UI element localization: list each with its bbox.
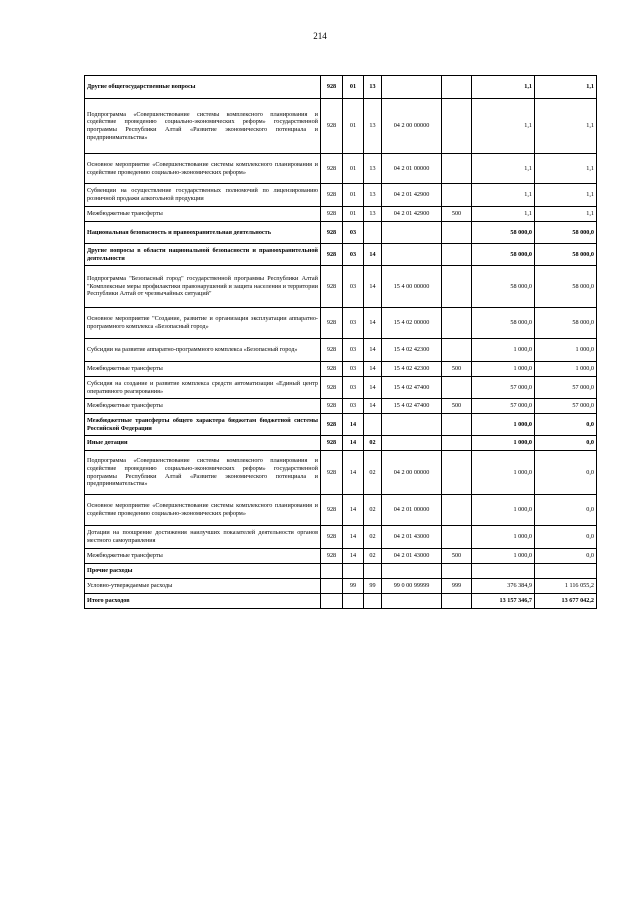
amount-year-1: 58 000,0 (472, 308, 535, 339)
row-name: Другие общегосударственные вопросы (85, 76, 321, 99)
section-code: 03 (343, 339, 364, 362)
target-article-code: 04 2 00 00000 (382, 99, 442, 154)
subsection-code: 14 (364, 399, 382, 414)
grbs-code: 928 (321, 399, 343, 414)
target-article-code (382, 436, 442, 451)
table-row (85, 99, 597, 154)
amount-year-1: 1,1 (472, 99, 535, 154)
target-article-code: 15 4 02 42300 (382, 362, 442, 377)
section-code: 03 (343, 222, 364, 244)
target-article-code: 15 4 02 47400 (382, 377, 442, 399)
amount-year-1 (472, 564, 535, 579)
amount-year-1: 1,1 (472, 207, 535, 222)
amount-year-2: 58 000,0 (535, 222, 597, 244)
section-code: 03 (343, 308, 364, 339)
table-row (85, 207, 597, 222)
grbs-code: 928 (321, 244, 343, 266)
target-article-code: 04 2 00 00000 (382, 451, 442, 495)
row-name: Основное мероприятие «Совершенствование системы комплексного планирования и содействие проведению социально-экономических реформ» (85, 495, 321, 526)
table-row (85, 377, 597, 399)
amount-year-1: 1 000,0 (472, 362, 535, 377)
amount-year-1: 1,1 (472, 154, 535, 184)
target-article-code (382, 76, 442, 99)
table-row (85, 244, 597, 266)
amount-year-2: 1 116 055,2 (535, 579, 597, 594)
table-row (85, 339, 597, 362)
amount-year-1: 376 384,9 (472, 579, 535, 594)
amount-year-2: 1 000,0 (535, 339, 597, 362)
grbs-code (321, 594, 343, 609)
expenditure-table (84, 75, 597, 609)
page-number: 214 (313, 31, 327, 41)
target-article-code: 04 2 01 43000 (382, 549, 442, 564)
subsection-code (364, 414, 382, 436)
expense-type-code: 500 (442, 207, 472, 222)
expense-type-code (442, 266, 472, 308)
row-name: Субсидия на создание и развитие комплекса средств автоматизации «Единый центр оперативного реагирования» (85, 377, 321, 399)
row-name: Межбюджетные трансферты (85, 362, 321, 377)
table-row (85, 184, 597, 207)
table-row (85, 579, 597, 594)
table-row (85, 76, 597, 99)
section-code: 14 (343, 526, 364, 549)
table-row (85, 308, 597, 339)
table-row (85, 399, 597, 414)
section-code: 01 (343, 154, 364, 184)
grbs-code: 928 (321, 184, 343, 207)
table-row (85, 362, 597, 377)
table-row (85, 222, 597, 244)
target-article-code: 04 2 01 43000 (382, 526, 442, 549)
amount-year-2: 1,1 (535, 184, 597, 207)
amount-year-2: 57 000,0 (535, 377, 597, 399)
amount-year-1: 1,1 (472, 76, 535, 99)
section-code: 01 (343, 207, 364, 222)
subsection-code: 02 (364, 549, 382, 564)
subsection-code: 13 (364, 207, 382, 222)
amount-year-2: 58 000,0 (535, 244, 597, 266)
amount-year-2: 0,0 (535, 451, 597, 495)
row-name: Подпрограмма «Совершенствование системы комплексного планирования и содействие проведению социально-экономических реформ» государственной программы Республики Алтай «Развитие экономического потенциала и предпринимательства» (85, 451, 321, 495)
grbs-code: 928 (321, 266, 343, 308)
row-name: Подпрограмма "Безопасный город" государственной программы Республики Алтай "Комплексные меры профилактики правонарушений и защита населения и территории Республики Алтай от чрезвычайных ситуаций" (85, 266, 321, 308)
section-code: 14 (343, 549, 364, 564)
row-name: Прочие расходы (85, 564, 321, 579)
amount-year-1: 58 000,0 (472, 244, 535, 266)
amount-year-1: 1,1 (472, 184, 535, 207)
grbs-code: 928 (321, 222, 343, 244)
expense-type-code (442, 222, 472, 244)
target-article-code: 04 2 01 42900 (382, 184, 442, 207)
subsection-code: 02 (364, 495, 382, 526)
amount-year-1: 1 000,0 (472, 339, 535, 362)
amount-year-2: 0,0 (535, 526, 597, 549)
target-article-code (382, 244, 442, 266)
target-article-code (382, 414, 442, 436)
target-article-code: 04 2 01 00000 (382, 154, 442, 184)
grbs-code: 928 (321, 308, 343, 339)
section-code: 01 (343, 184, 364, 207)
row-name: Условно-утверждаемые расходы (85, 579, 321, 594)
table-row (85, 266, 597, 308)
row-name: Межбюджетные трансферты общего характера бюджетам бюджетной системы Российской Федерации (85, 414, 321, 436)
section-code: 03 (343, 244, 364, 266)
row-name: Межбюджетные трансферты (85, 549, 321, 564)
table-row (85, 451, 597, 495)
expense-type-code: 500 (442, 399, 472, 414)
row-name: Субсидии на развитие аппаратно-программного комплекса «Безопасный город» (85, 339, 321, 362)
table-row (85, 154, 597, 184)
amount-year-1: 1 000,0 (472, 526, 535, 549)
section-code: 03 (343, 377, 364, 399)
subsection-code: 14 (364, 266, 382, 308)
table-row (85, 526, 597, 549)
subsection-code: 13 (364, 99, 382, 154)
expense-type-code (442, 154, 472, 184)
row-name: Другие вопросы в области национальной безопасности и правоохранительной деятельности (85, 244, 321, 266)
expense-type-code (442, 451, 472, 495)
section-code: 03 (343, 399, 364, 414)
section-code (343, 564, 364, 579)
amount-year-2: 58 000,0 (535, 266, 597, 308)
section-code: 01 (343, 99, 364, 154)
subsection-code: 14 (364, 244, 382, 266)
table-row (85, 549, 597, 564)
amount-year-2: 0,0 (535, 549, 597, 564)
target-article-code: 04 2 01 00000 (382, 495, 442, 526)
target-article-code: 04 2 01 42900 (382, 207, 442, 222)
section-code: 14 (343, 436, 364, 451)
target-article-code: 15 4 02 42300 (382, 339, 442, 362)
grbs-code: 928 (321, 549, 343, 564)
amount-year-1: 1 000,0 (472, 436, 535, 451)
target-article-code: 15 4 00 00000 (382, 266, 442, 308)
amount-year-2: 57 000,0 (535, 399, 597, 414)
table-row (85, 436, 597, 451)
subsection-code: 13 (364, 76, 382, 99)
grbs-code: 928 (321, 495, 343, 526)
expense-type-code: 500 (442, 362, 472, 377)
row-name: Итого расходов (85, 594, 321, 609)
amount-year-2: 1,1 (535, 154, 597, 184)
amount-year-1: 58 000,0 (472, 266, 535, 308)
grbs-code: 928 (321, 414, 343, 436)
subsection-code (364, 564, 382, 579)
expense-type-code (442, 414, 472, 436)
subsection-code: 02 (364, 451, 382, 495)
row-name: Субвенции на осуществление государственных полномочий по лицензированию розничной продажи алкогольной продукции (85, 184, 321, 207)
expense-type-code (442, 564, 472, 579)
expense-type-code (442, 526, 472, 549)
amount-year-2: 58 000,0 (535, 308, 597, 339)
expense-type-code: 500 (442, 549, 472, 564)
amount-year-1: 1 000,0 (472, 549, 535, 564)
grbs-code: 928 (321, 207, 343, 222)
amount-year-2: 13 677 042,2 (535, 594, 597, 609)
section-code (343, 594, 364, 609)
section-code: 99 (343, 579, 364, 594)
subsection-code: 14 (364, 377, 382, 399)
expense-type-code (442, 594, 472, 609)
amount-year-2: 1,1 (535, 76, 597, 99)
row-name: Подпрограмма «Совершенствование системы комплексного планирования и содействие проведению социально-экономических реформ» государственной программы Республики Алтай «Развитие экономического потенциала и предпринимательства» (85, 99, 321, 154)
grbs-code: 928 (321, 154, 343, 184)
row-name: Межбюджетные трансферты (85, 399, 321, 414)
table-row (85, 564, 597, 579)
amount-year-1: 1 000,0 (472, 495, 535, 526)
subsection-code: 13 (364, 184, 382, 207)
subsection-code: 14 (364, 308, 382, 339)
row-name: Основное мероприятие "Создание, развитие и организация эксплуатации аппаратно-программного комплекса «Безопасный город» (85, 308, 321, 339)
section-code: 14 (343, 451, 364, 495)
amount-year-2 (535, 564, 597, 579)
expense-type-code (442, 436, 472, 451)
subsection-code: 14 (364, 362, 382, 377)
grbs-code: 928 (321, 526, 343, 549)
amount-year-2: 1,1 (535, 99, 597, 154)
expense-type-code (442, 495, 472, 526)
subsection-code: 02 (364, 436, 382, 451)
amount-year-2: 1 000,0 (535, 362, 597, 377)
section-code: 14 (343, 414, 364, 436)
expense-type-code (442, 76, 472, 99)
subsection-code: 99 (364, 579, 382, 594)
row-name: Национальная безопасность и правоохранительная деятельность (85, 222, 321, 244)
target-article-code (382, 564, 442, 579)
expense-type-code: 999 (442, 579, 472, 594)
row-name: Межбюджетные трансферты (85, 207, 321, 222)
row-name: Иные дотации (85, 436, 321, 451)
expense-type-code (442, 339, 472, 362)
amount-year-1: 57 000,0 (472, 399, 535, 414)
amount-year-1: 57 000,0 (472, 377, 535, 399)
table-row (85, 594, 597, 609)
amount-year-1: 58 000,0 (472, 222, 535, 244)
grbs-code: 928 (321, 436, 343, 451)
target-article-code: 15 4 02 00000 (382, 308, 442, 339)
expense-type-code (442, 99, 472, 154)
amount-year-1: 1 000,0 (472, 414, 535, 436)
subsection-code: 14 (364, 339, 382, 362)
amount-year-2: 1,1 (535, 207, 597, 222)
table-row (85, 495, 597, 526)
amount-year-1: 1 000,0 (472, 451, 535, 495)
grbs-code (321, 564, 343, 579)
expense-type-code (442, 244, 472, 266)
grbs-code: 928 (321, 76, 343, 99)
amount-year-2: 0,0 (535, 414, 597, 436)
amount-year-1: 13 157 346,7 (472, 594, 535, 609)
section-code: 03 (343, 362, 364, 377)
amount-year-2: 0,0 (535, 495, 597, 526)
target-article-code: 15 4 02 47400 (382, 399, 442, 414)
target-article-code (382, 222, 442, 244)
expense-type-code (442, 377, 472, 399)
row-name: Основное мероприятие «Совершенствование системы комплексного планирования и содействие проведению социально-экономических реформ» (85, 154, 321, 184)
grbs-code: 928 (321, 377, 343, 399)
amount-year-2: 0,0 (535, 436, 597, 451)
subsection-code (364, 594, 382, 609)
section-code: 01 (343, 76, 364, 99)
row-name: Дотации на поощрение достижения наилучших показателей деятельности органов местного самоуправления (85, 526, 321, 549)
expense-type-code (442, 184, 472, 207)
expense-type-code (442, 308, 472, 339)
grbs-code: 928 (321, 99, 343, 154)
section-code: 14 (343, 495, 364, 526)
target-article-code: 99 0 00 99999 (382, 579, 442, 594)
target-article-code (382, 594, 442, 609)
grbs-code (321, 579, 343, 594)
subsection-code (364, 222, 382, 244)
grbs-code: 928 (321, 362, 343, 377)
subsection-code: 02 (364, 526, 382, 549)
table-row (85, 414, 597, 436)
section-code: 03 (343, 266, 364, 308)
subsection-code: 13 (364, 154, 382, 184)
grbs-code: 928 (321, 339, 343, 362)
grbs-code: 928 (321, 451, 343, 495)
